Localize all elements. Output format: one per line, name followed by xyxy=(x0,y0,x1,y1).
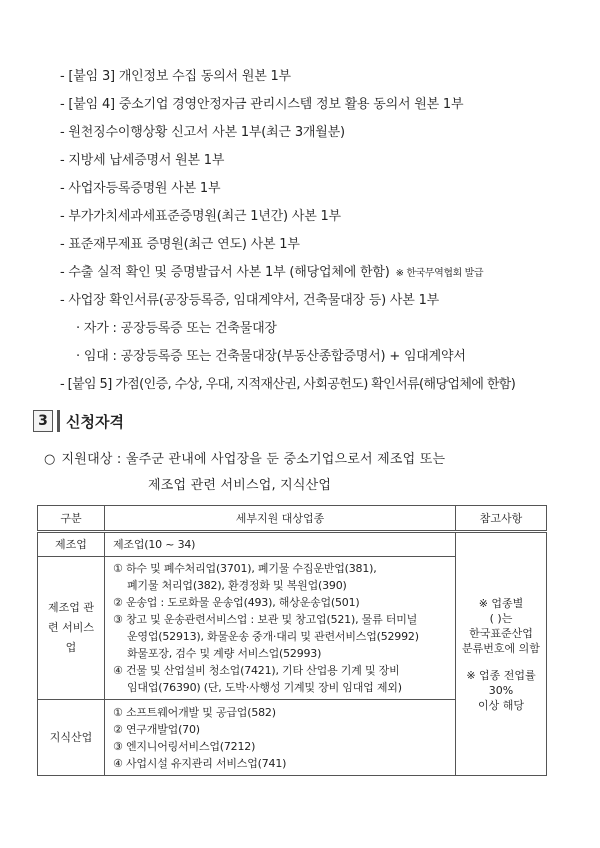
detail-line: 제조업(10 ~ 34) xyxy=(113,538,196,551)
list-item xyxy=(60,231,515,259)
list-item xyxy=(60,175,515,203)
reference-line: ※ 업종별 xyxy=(478,596,524,610)
header-details: 세부지원 대상업종 xyxy=(105,506,456,532)
list-subitem xyxy=(60,315,515,343)
table-row xyxy=(38,532,547,557)
list-item xyxy=(60,287,515,315)
detail-line: ② 운송업 : 도로화물 운송업(493), 해상운송업(501) xyxy=(113,596,360,609)
header-reference: 참고사항 xyxy=(456,506,547,532)
section-number: 3 xyxy=(33,410,53,432)
row-category: 지식산업 xyxy=(38,700,105,776)
detail-line: ② 연구개발업(70) xyxy=(113,722,200,736)
list-item-text: · 임대 : 공장등록증 또는 건축물대장(부동산종합증명서) + 임대계약서 xyxy=(76,349,466,364)
row-details xyxy=(105,532,456,557)
detail-line: ④ 사업시설 유지관리 서비스업(741) xyxy=(113,756,287,770)
list-subitem xyxy=(60,343,515,371)
row-details xyxy=(105,557,456,700)
row-category-text: 제조업 관련 서비스업 xyxy=(47,601,94,654)
detail-line: ① 하수 및 폐수처리업(3701), 폐기물 수집운반업(381), xyxy=(113,562,377,575)
list-item-text: - [붙임 3] 개인정보 수집 동의서 원본 1부 xyxy=(60,69,291,84)
header-category: 구분 xyxy=(38,506,105,532)
list-item-text: - 지방세 납세증명서 원본 1부 xyxy=(60,153,225,168)
list-item xyxy=(60,259,515,287)
eligibility-line-continued: 제조업 관련 서비스업, 지식산업 xyxy=(148,478,332,493)
section-title: 신청자격 xyxy=(66,412,124,431)
reference-spacer xyxy=(456,656,546,668)
row-details xyxy=(105,700,456,776)
reference-line: ※ 업종 전업률 xyxy=(466,668,536,682)
list-item-text: · 자가 : 공장등록증 또는 건축물대장 xyxy=(76,321,277,336)
reference-line: 분류번호에 의함 xyxy=(462,641,540,655)
row-category xyxy=(38,557,105,700)
list-item-text: - [붙임 5] 가점(인증, 수상, 우대, 지적재산권, 사회공헌도) 확인서류(해당업체에 한함) xyxy=(60,377,516,392)
detail-line: 화물포장, 검수 및 계량 서비스업(52993) xyxy=(127,647,322,660)
circle-bullet-icon: ○ xyxy=(44,452,56,467)
reference-line: 이상 해당 xyxy=(477,698,524,712)
reference-line: 한국표준산업 xyxy=(469,626,533,640)
section-heading xyxy=(33,408,124,434)
list-item-text: - 부가가치세과세표준증명원(최근 1년간) 사본 1부 xyxy=(60,209,341,224)
detail-line: ③ 엔지니어링서비스업(7212) xyxy=(113,739,256,753)
detail-line: 폐기물 처리업(382), 환경정화 및 복원업(390) xyxy=(127,579,347,592)
detail-line: 운영업(52913), 화물운송 중개·대리 및 관련서비스업(52992) xyxy=(127,630,419,643)
list-item xyxy=(60,371,515,399)
list-item xyxy=(60,147,515,175)
list-item xyxy=(60,63,515,91)
eligibility-text: 지원대상 : 울주군 관내에 사업장을 둔 중소기업으로서 제조업 또는 xyxy=(61,452,446,467)
detail-line: ④ 건물 및 산업설비 청소업(7421), 기타 산업용 기계 및 장비 xyxy=(113,664,400,677)
list-item-text: - [붙임 4] 중소기업 경영안정자금 관리시스템 정보 활용 동의서 원본 1부 xyxy=(60,97,464,112)
section-divider xyxy=(57,410,60,432)
list-item xyxy=(60,119,515,147)
attachment-list xyxy=(60,63,515,399)
row-category: 제조업 xyxy=(38,532,105,557)
detail-line: ③ 창고 및 운송관련서비스업 : 보관 및 창고업(521), 물류 터미널 xyxy=(113,613,418,626)
eligible-industries-table xyxy=(37,505,547,776)
export-note: ※ 한국무역협회 발급 xyxy=(395,268,484,279)
detail-line: 임대업(76390) (단, 도박·사행성 기계및 장비 임대업 제외) xyxy=(127,681,402,694)
list-item-text: - 원천징수이행상황 신고서 사본 1부(최근 3개월분) xyxy=(60,125,345,140)
eligibility-line xyxy=(44,448,445,467)
reference-line: ( )는 xyxy=(489,611,513,625)
list-item-text: - 표준재무제표 증명원(최근 연도) 사본 1부 xyxy=(60,237,300,252)
list-item xyxy=(60,91,515,119)
list-item-text: - 사업자등록증명원 사본 1부 xyxy=(60,181,221,196)
list-item-text: - 사업장 확인서류(공장등록증, 임대계약서, 건축물대장 등) 사본 1부 xyxy=(60,293,440,308)
detail-line: ① 소프트웨어개발 및 공급업(582) xyxy=(113,705,276,719)
list-item xyxy=(60,203,515,231)
table-header-row xyxy=(38,506,547,532)
list-item-text: - 수출 실적 확인 및 증명발급서 사본 1부 (해당업체에 한함) xyxy=(60,265,390,280)
reference-notes xyxy=(456,532,547,776)
reference-line: 30% xyxy=(488,683,514,697)
